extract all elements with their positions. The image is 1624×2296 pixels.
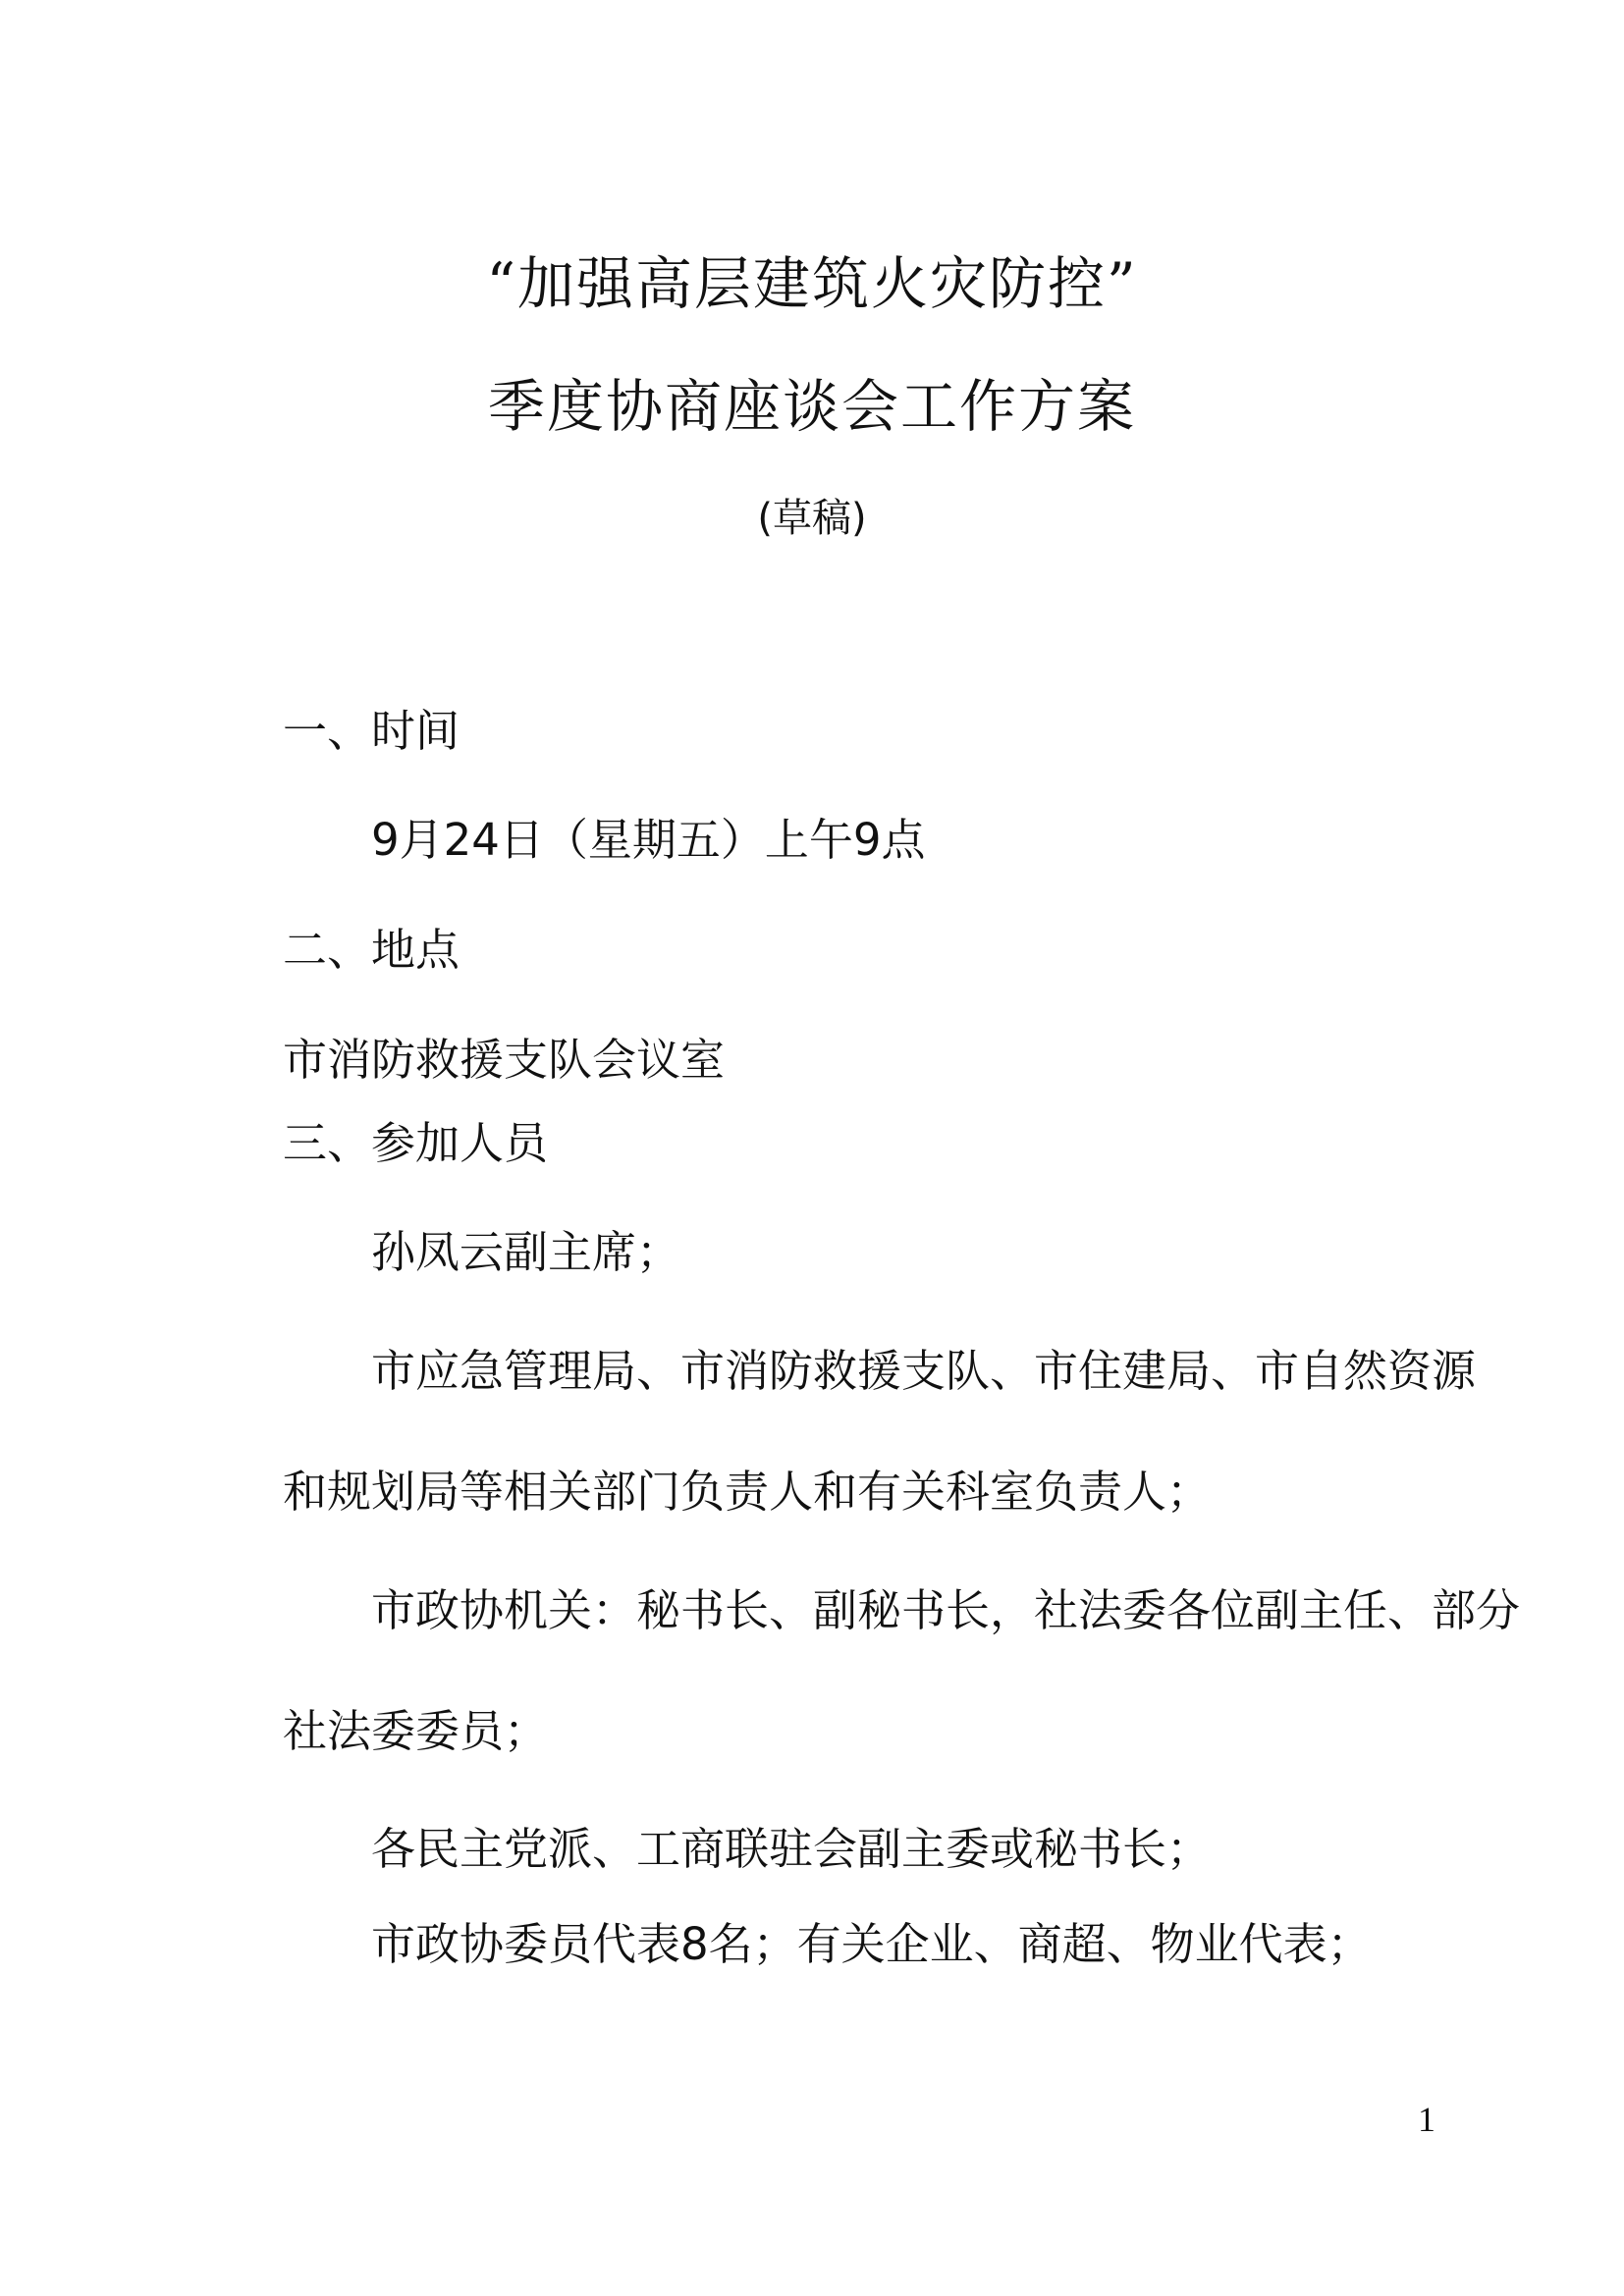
section-place-heading: 二、地点 [283,924,460,976]
page-number: 1 [1418,2100,1435,2139]
section-place-value: 市消防救援支队会议室 [283,1034,726,1086]
draft-label: (草稿) [757,496,867,541]
attendee-cppcc-office-line-1: 市政协机关：秘书长、副秘书长，社法委各位副主任、部分 [371,1584,1521,1636]
attendee-representatives: 市政协委员代表8名；有关企业、商超、物业代表； [371,1918,1372,1970]
attendee-vice-chair: 孙凤云副主席； [371,1226,681,1278]
attendee-parties: 各民主党派、工商联驻会副主委或秘书长； [371,1823,1212,1875]
attendee-departments-line-1: 市应急管理局、市消防救援支队、市住建局、市自然资源 [371,1345,1477,1397]
document-title-line-1: “加强高层建筑火灾防控” [486,250,1138,317]
attendee-departments-line-2: 和规划局等相关部门负责人和有关科室负责人； [283,1466,1212,1518]
section-time-value: 9月24日（星期五）上午9点 [371,814,926,866]
attendee-cppcc-office-line-2: 社法委委员； [283,1705,549,1757]
document-title-line-2: 季度协商座谈会工作方案 [487,373,1136,440]
section-time-heading: 一、时间 [283,705,460,757]
section-attendees-heading: 三、参加人员 [283,1117,549,1169]
